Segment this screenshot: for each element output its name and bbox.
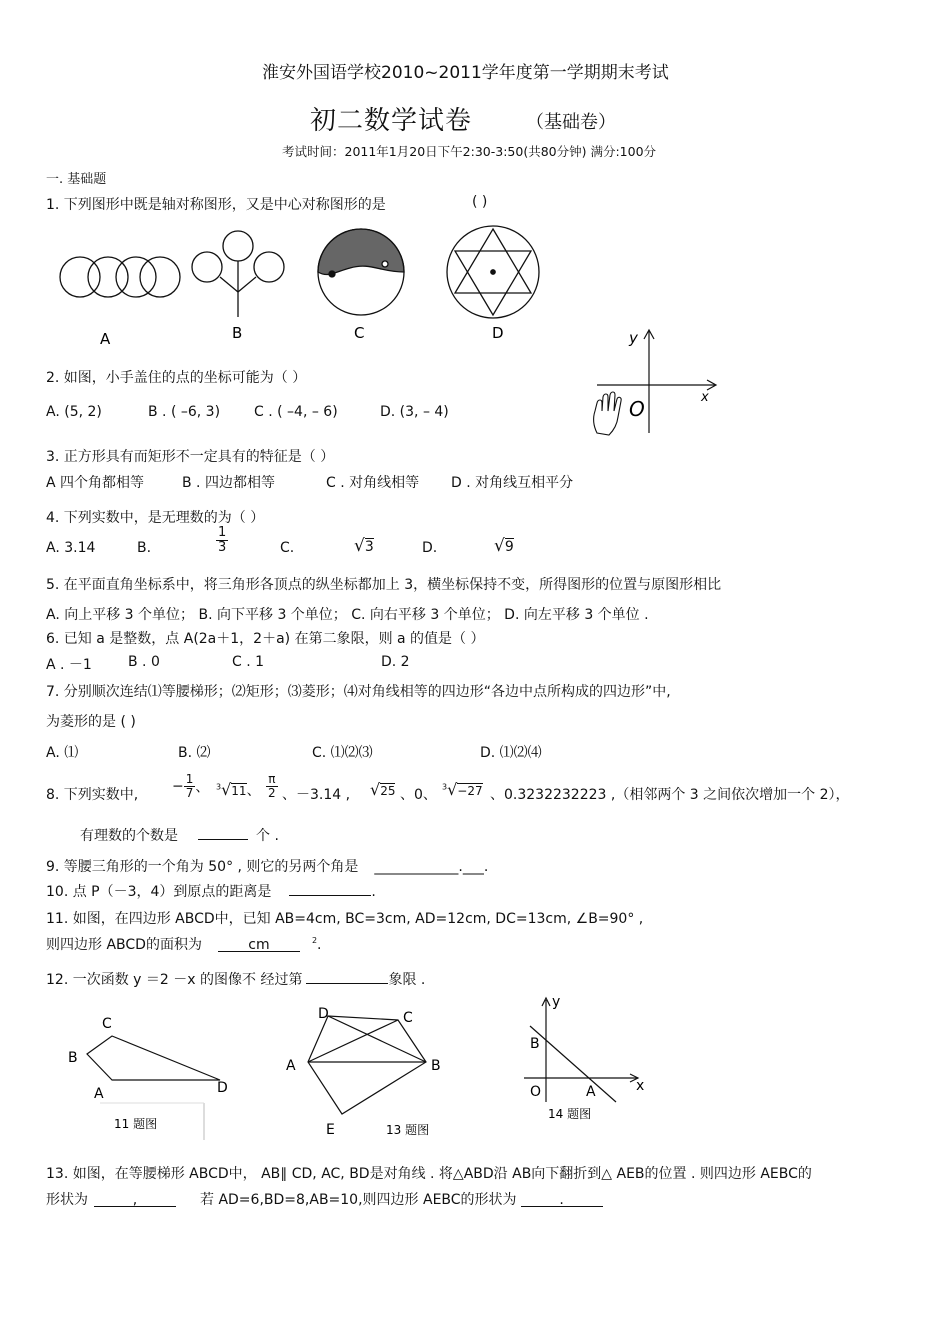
- figure-c-circle: [318, 229, 404, 315]
- question-10-text: 10. 点 P（－3，4）到原点的距离是: [46, 884, 272, 900]
- fig14-label-x: x: [636, 1078, 645, 1094]
- root-index: 3: [442, 782, 448, 792]
- q7-option-d: D. ⑴⑵⑷: [480, 745, 542, 761]
- fig13-label-b: B: [431, 1058, 441, 1074]
- question-2: 2. 如图，小手盖住的点的坐标可能为（ ）: [46, 370, 307, 386]
- fig11-label-d: D: [217, 1080, 228, 1096]
- question-13: 13. 如图，在等腰梯形 ABCD中， AB∥ CD, AC, BD是对角线 . 将△ABD沿 AB向下翻折到△ AEB的位置 . 则四边形 AEBC的: [46, 1166, 812, 1182]
- q4-fraction: [216, 526, 228, 556]
- fig13-label-a: A: [286, 1058, 296, 1074]
- q4-option-a: A. 3.14: [46, 540, 96, 556]
- unit-exponent: 2: [311, 936, 318, 946]
- radicand: 11: [231, 784, 247, 798]
- q7-option-c: C. ⑴⑵⑶: [312, 745, 373, 761]
- school-title: 淮安外国语学校2010~2011学年度第一学期期末考试: [262, 63, 669, 83]
- q4-option-c: C.: [280, 540, 295, 556]
- q4-option-d: D.: [422, 540, 438, 556]
- fig11-label-b: B: [68, 1050, 78, 1066]
- fraction-denominator: 7: [185, 786, 194, 801]
- fraction-denominator: 3: [218, 540, 227, 556]
- section-heading: 一. 基础题: [46, 172, 107, 187]
- q8-rest-1: 、－3.14 ,: [282, 787, 351, 803]
- fig11-caption: 11 题图: [114, 1117, 158, 1131]
- q8-neg-fraction: [172, 773, 209, 800]
- figure-label-d: D: [492, 324, 504, 342]
- q3-option-c: C . 对角线相等: [326, 475, 420, 491]
- axis-x-label: x: [701, 390, 709, 405]
- q3-option-b: B . 四边都相等: [182, 475, 275, 491]
- question-10-end: .: [371, 884, 376, 900]
- answer-blank[interactable]: [289, 881, 371, 896]
- question-1: 1. 下列图形中既是轴对称图形，又是中心对称图形的是: [46, 197, 386, 213]
- fig14-label-b: B: [530, 1036, 540, 1052]
- question-11-line2-text: 则四边形 ABCD的面积为: [46, 937, 202, 953]
- question-12: [46, 969, 425, 989]
- q4-option-b: B.: [137, 540, 152, 556]
- q8-zero: 、0、: [400, 787, 437, 803]
- q7-option-a: A. ⑴: [46, 745, 79, 761]
- answer-blank[interactable]: [306, 969, 388, 984]
- hand-icon: [594, 392, 621, 435]
- answer-blank[interactable]: [94, 1192, 176, 1207]
- q6-option-c: C . 1: [232, 654, 265, 670]
- figure-b-flower: [192, 231, 284, 317]
- figure-a-rings: [60, 257, 180, 297]
- fig11-label-a: A: [94, 1086, 104, 1102]
- figure-label-b: B: [232, 324, 243, 342]
- answer-blank[interactable]: [218, 937, 300, 952]
- area-unit: cm: [248, 937, 270, 953]
- fig14-label-y: y: [552, 994, 561, 1010]
- q6-option-a: A . －1: [46, 657, 92, 673]
- q6-option-d: D. 2: [381, 654, 410, 670]
- question-9: [46, 856, 488, 876]
- fig13-label-e: E: [326, 1122, 335, 1138]
- separator: 、: [246, 783, 261, 799]
- axis-y-label: y: [629, 329, 638, 347]
- q1-figures: [50, 222, 550, 352]
- question-6: 6. 已知 a 是整数，点 A(2a＋1，2＋a) 在第二象限，则 a 的值是（ ）: [46, 631, 485, 647]
- sqrt-radicand-c: 3: [364, 539, 374, 555]
- q6-option-b: B . 0: [128, 654, 160, 670]
- radicand: −27: [457, 784, 483, 798]
- question-13-shape-label: 形状为: [46, 1192, 88, 1208]
- fig14-label-a: A: [586, 1084, 596, 1100]
- fraction-numerator: 1: [218, 525, 227, 540]
- q3-option-d: D . 对角线互相平分: [451, 475, 574, 491]
- origin-label: O: [629, 397, 645, 421]
- blank-comma: ,: [132, 1192, 138, 1208]
- question-9-text: 9. 等腰三角形的一个角为 50° , 则它的另两个角是: [46, 859, 359, 875]
- fraction-denominator: 2: [268, 786, 276, 801]
- fig13-label-d: D: [318, 1006, 329, 1022]
- answer-blank[interactable]: ____________.___.: [374, 859, 489, 875]
- fig11-label-c: C: [102, 1016, 112, 1032]
- question-7-line2: 为菱形的是 ( ): [46, 714, 136, 730]
- q2-option-d: D. (3, – 4): [380, 404, 449, 420]
- figure-13: [280, 1002, 455, 1142]
- question-10: [46, 881, 376, 901]
- separator: 、: [195, 779, 210, 796]
- exam-info: 考试时间：2011年1月20日下午2:30-3:50(共80分钟) 满分:100分: [282, 144, 657, 159]
- question-12-end: 象限 .: [388, 972, 426, 988]
- minus-sign: −: [172, 778, 184, 795]
- q8-pi-fraction: [266, 773, 278, 800]
- answer-blank[interactable]: [198, 825, 248, 840]
- paper-subtitle: （基础卷）: [526, 112, 616, 133]
- q8-sqrt-25: √25: [370, 780, 396, 799]
- question-11-end: .: [317, 937, 322, 953]
- sqrt-radicand-d: 9: [504, 539, 514, 555]
- q8-line2-text: 有理数的个数是: [80, 828, 178, 844]
- q4-sqrt-c: √3: [354, 536, 374, 556]
- question-5: 5. 在平面直角坐标系中，将三角形各顶点的纵坐标都加上 3，横坐标保持不变，所得图形的位置与原图形相比: [46, 577, 722, 593]
- q5-options: A. 向上平移 3 个单位； B. 向下平移 3 个单位； C. 向右平移 3 个单位； D. 向左平移 3 个单位 .: [46, 607, 649, 623]
- fig14-label-o: O: [530, 1084, 542, 1100]
- root-index: 3: [216, 782, 222, 792]
- figure-14: [520, 992, 660, 1124]
- question-11-line2: [46, 934, 322, 954]
- q8-rest-2: 、0.3232232223 ,（相邻两个 3 之间依次增加一个 2），: [490, 787, 850, 803]
- answer-blank[interactable]: [521, 1192, 603, 1207]
- question-7: 7. 分别顺次连结⑴等腰梯形；⑵矩形；⑶菱形；⑷对角线相等的四边形“各边中点所构成的四边形”中,: [46, 684, 671, 700]
- q2-option-a: A. (5, 2): [46, 404, 102, 420]
- question-13-line2: [46, 1189, 603, 1209]
- question-13-condition: 若 AD=6,BD=8,AB=10,则四边形 AEBC的形状为: [200, 1192, 517, 1208]
- fig13-caption: 13 题图: [386, 1123, 430, 1137]
- figure-11: [60, 1008, 235, 1143]
- q7-option-b: B. ⑵: [178, 745, 211, 761]
- q4-sqrt-d: √9: [494, 536, 514, 556]
- figure-d-star: [447, 226, 539, 318]
- q8-line2: [80, 825, 279, 845]
- radicand: 25: [380, 784, 396, 798]
- question-12-text: 12. 一次函数 y ＝2 －x 的图像不 经过第: [46, 972, 303, 988]
- question-4: 4. 下列实数中，是无理数的为（ ）: [46, 510, 265, 526]
- q2-option-b: B . ( –6, 3): [148, 404, 221, 420]
- question-3: 3. 正方形具有而矩形不一定具有的特征是（ ）: [46, 449, 335, 465]
- fraction-numerator: 1: [185, 772, 194, 786]
- q2-option-c: C . ( –4, – 6): [254, 404, 338, 420]
- question-8-lead: 8. 下列实数中,: [46, 787, 139, 803]
- blank-period: .: [559, 1192, 564, 1208]
- fraction-numerator: π: [266, 773, 278, 787]
- q2-coordinate-figure: [585, 325, 730, 440]
- figure-label-c: C: [354, 324, 365, 342]
- q8-line2-end: 个 .: [256, 828, 279, 844]
- answer-paren-1: ( ): [472, 194, 488, 210]
- q8-cube-root-11: $^3$√11、: [216, 780, 261, 799]
- paper-title: 初二数学试卷: [310, 106, 473, 136]
- fig13-label-c: C: [403, 1010, 413, 1026]
- q8-cube-root-neg27: $^3$√−27: [442, 780, 483, 799]
- figure-label-a: A: [100, 330, 111, 348]
- question-11: 11. 如图，在四边形 ABCD中，已知 AB=4cm, BC=3cm, AD=12cm, DC=13cm, ∠B=90° ,: [46, 911, 644, 927]
- fig14-caption: 14 题图: [548, 1107, 592, 1121]
- q3-option-a: A 四个角都相等: [46, 475, 145, 491]
